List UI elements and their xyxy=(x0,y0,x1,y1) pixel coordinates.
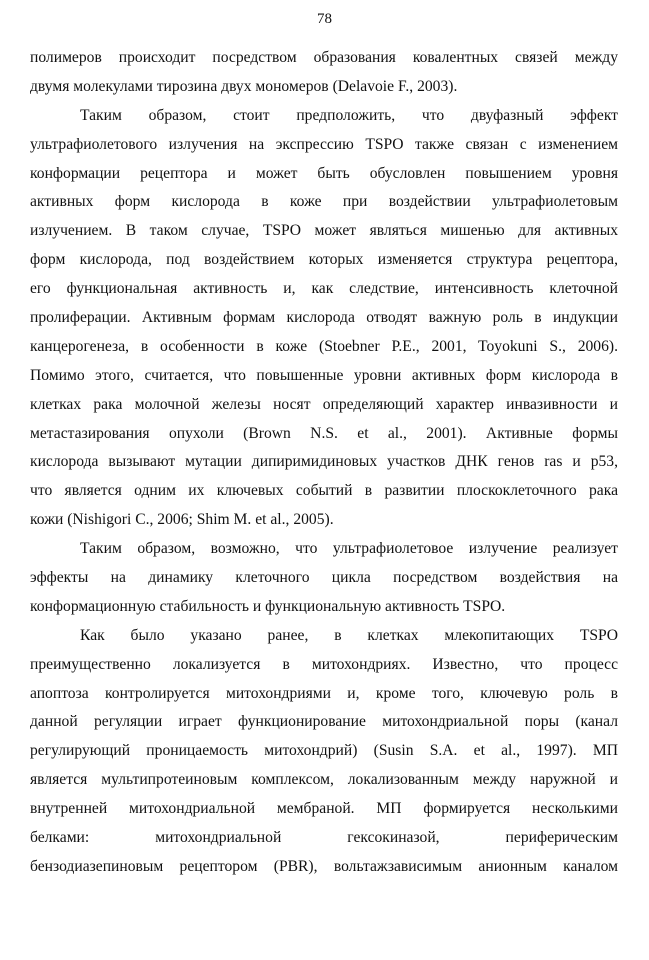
text-line: клетках рака молочной железы носят определяющий характер инвазивности и xyxy=(30,395,618,413)
text-line: конформационную стабильность и функциональную активность TSPO. xyxy=(30,597,506,615)
text-line: Таким образом, стоит предположить, что двуфазный эффект xyxy=(80,106,618,124)
text-line: двумя молекулами тирозина двух мономеров (Delavoie F., 2003). xyxy=(30,77,458,95)
text-line: что является одним их ключевых событий в развитии плоскоклеточного рака xyxy=(30,482,618,500)
text-line: излучением. В таком случае, TSPO может являться мишенью для активных xyxy=(30,222,618,240)
text-line: Таким образом, возможно, что ультрафиолетовое излучение реализует xyxy=(80,540,618,558)
text-line: апоптоза контролируется митохондриями и, кроме того, ключевую роль в xyxy=(30,684,618,702)
text-line: Помимо этого, считается, что повышенные уровни активных форм кислорода в xyxy=(30,366,618,384)
paragraph-1 xyxy=(30,44,618,102)
page-number: 78 xyxy=(317,11,332,27)
text-line: белками: митохондриальной гексокиназой, периферическим xyxy=(30,829,618,847)
paragraph-4 xyxy=(30,622,618,882)
text-line: пролиферации. Активным формам кислорода отводят важную роль в индукции xyxy=(30,309,618,327)
body-text xyxy=(30,44,618,882)
paragraph-2 xyxy=(30,102,618,535)
text-line: ультрафиолетового излучения на экспрессию TSPO также связан с изменением xyxy=(30,135,618,153)
text-line: внутренней митохондриальной мембраной. МП формируется несколькими xyxy=(30,800,618,818)
text-line: кислорода вызывают мутации дипиримидиновых участков ДНК генов ras и p53, xyxy=(30,453,618,471)
text-line: регулирующий проницаемость митохондрий) (Susin S.A. et al., 1997). МП xyxy=(30,742,618,760)
text-line: метастазирования опухоли (Brown N.S. et al., 2001). Активные формы xyxy=(30,424,618,442)
text-line: полимеров происходит посредством образования ковалентных связей между xyxy=(30,49,618,66)
text-line: Как было указано ранее, в клетках млекопитающих TSPO xyxy=(80,626,618,644)
text-line: его функциональная активность и, как следствие, интенсивность клеточной xyxy=(30,280,618,298)
text-line: эффекты на динамику клеточного цикла посредством воздействия на xyxy=(30,569,618,587)
text-line: данной регуляции играет функционирование митохондриальной поры (канал xyxy=(30,713,618,731)
text-line: преимущественно локализуется в митохондриях. Известно, что процесс xyxy=(30,655,618,673)
text-line: конформации рецептора и может быть обусловлен повышением уровня xyxy=(30,164,618,182)
text-line: форм кислорода, под воздействием которых изменяется структура рецептора, xyxy=(30,251,618,269)
text-line: активных форм кислорода в коже при воздействии ультрафиолетовым xyxy=(30,193,618,211)
text-line: кожи (Nishigori C., 2006; Shim M. et al., 2005). xyxy=(30,511,334,529)
paragraph-3 xyxy=(30,535,618,622)
text-line: бензодиазепиновым рецептором (PBR), вольтажзависимым анионным каналом xyxy=(30,857,618,875)
text-line: канцерогенеза, в особенности в коже (Stoebner P.E., 2001, Toyokuni S., 2006). xyxy=(30,337,618,355)
text-line: является мультипротеиновым комплексом, локализованным между наружной и xyxy=(30,771,618,789)
